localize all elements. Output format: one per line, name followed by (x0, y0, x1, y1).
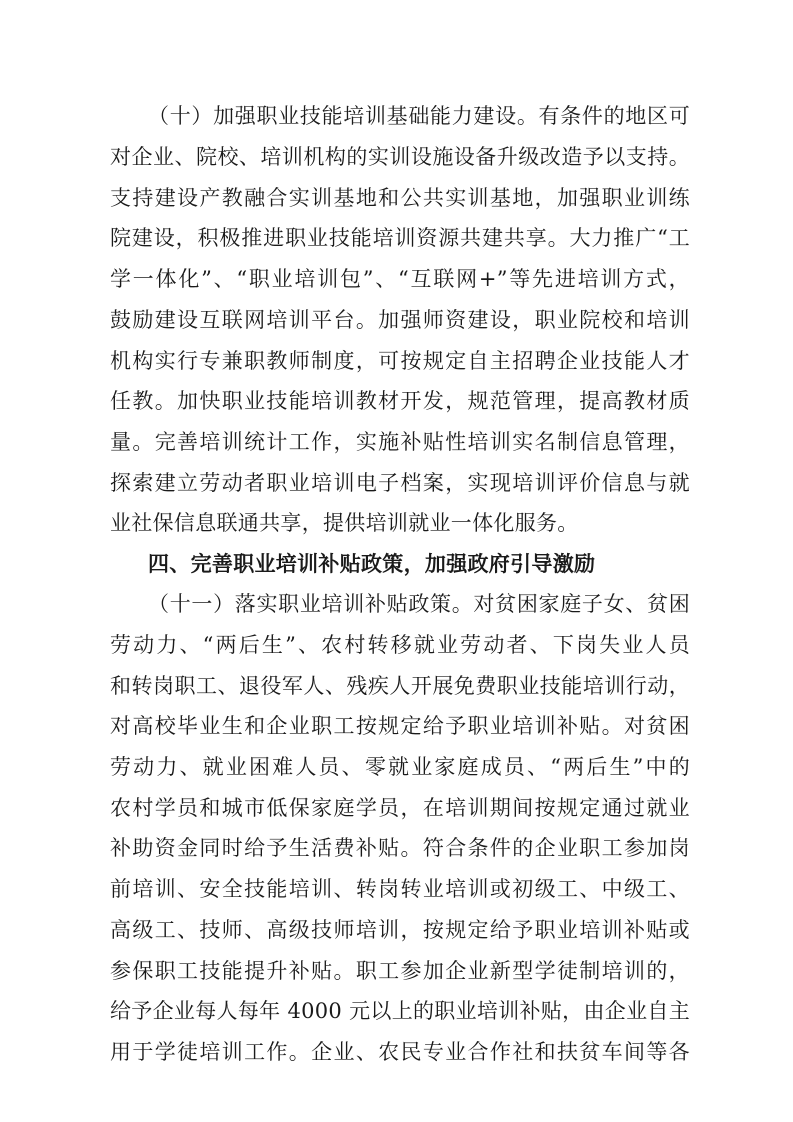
paragraph-11-line: 农村学员和城市低保家庭学员，在培训期间按规定通过就业 (110, 796, 690, 820)
paragraph-11-line: 给予企业每人每年 4000 元以上的职业培训补贴，由企业自主 (110, 999, 690, 1023)
paragraph-11-line: 补助资金同时给予生活费补贴。符合条件的企业职工参加岗 (110, 836, 690, 860)
paragraph-11-line: 参保职工技能提升补贴。职工参加企业新型学徒制培训的， (110, 959, 690, 983)
paragraph-10-line: 学一体化”、“职业培训包”、“互联网+”等先进培训方式， (110, 267, 690, 291)
paragraph-10-line: 支持建设产教融合实训基地和公共实训基地，加强职业训练 (110, 186, 690, 210)
section-heading: 四、完善职业培训补贴政策，加强政府引导激励 (148, 552, 596, 576)
paragraph-10-line: 鼓励建设互联网培训平台。加强师资建设，职业院校和培训 (110, 308, 690, 332)
paragraph-11-line: 用于学徒培训工作。企业、农民专业合作社和扶贫车间等各 (110, 1040, 690, 1064)
paragraph-10-line: 量。完善培训统计工作，实施补贴性培训实名制信息管理， (110, 430, 690, 454)
paragraph-11-line: 前培训、安全技能培训、转岗转业培训或初级工、中级工、 (110, 877, 690, 901)
paragraph-10-line: 探索建立劳动者职业培训电子档案，实现培训评价信息与就 (110, 471, 690, 495)
paragraph-11-line: 高级工、技师、高级技师培训，按规定给予职业培训补贴或 (110, 918, 690, 942)
paragraph-10-line: 院建设，积极推进职业技能培训资源共建共享。大力推广“工 (110, 226, 690, 250)
paragraph-10-line: 业社保信息联通共享，提供培训就业一体化服务。 (110, 511, 579, 535)
paragraph-10-line: 任教。加快职业技能培训教材开发，规范管理，提高教材质 (110, 389, 690, 413)
paragraph-10-line: 机构实行专兼职教师制度，可按规定自主招聘企业技能人才 (110, 349, 690, 373)
paragraph-11-line: 和转岗职工、退役军人、残疾人开展免费职业技能培训行动， (110, 674, 690, 698)
paragraph-10-line: 对企业、院校、培训机构的实训设施设备升级改造予以支持。 (110, 145, 690, 169)
paragraph-11-line: 劳动力、就业困难人员、零就业家庭成员、“两后生”中的 (110, 755, 690, 779)
paragraph-11-line: （十一）落实职业培训补贴政策。对贫困家庭子女、贫困 (148, 592, 690, 616)
paragraph-11-line: 劳动力、“两后生”、农村转移就业劳动者、下岗失业人员 (110, 633, 690, 657)
paragraph-11-line: 对高校毕业生和企业职工按规定给予职业培训补贴。对贫困 (110, 714, 690, 738)
paragraph-10-line: （十）加强职业技能培训基础能力建设。有条件的地区可 (148, 104, 690, 128)
